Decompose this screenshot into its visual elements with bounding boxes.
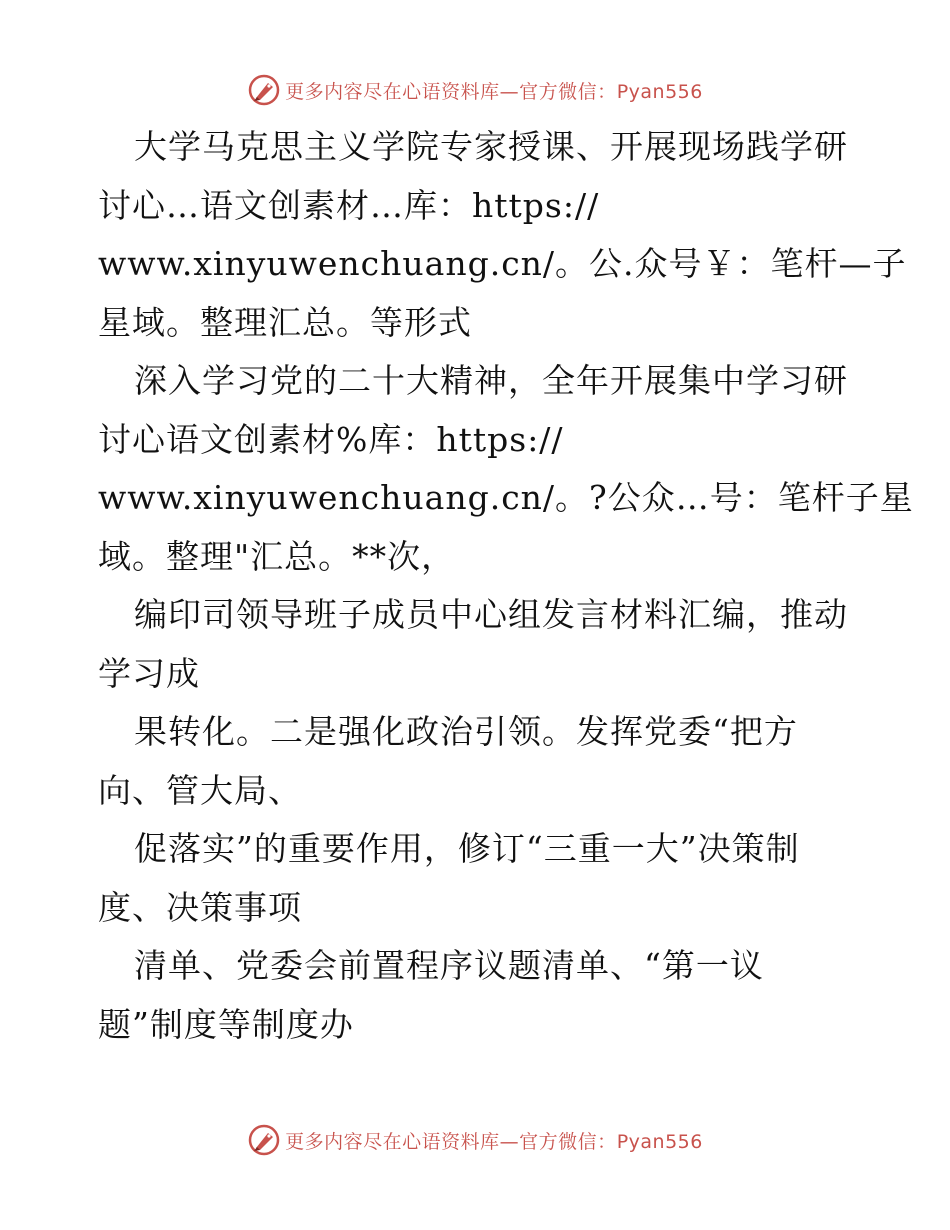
text-line-1: 大学马克思主义学院专家授课、开展现场践学研 <box>134 127 848 166</box>
footer-watermark <box>0 1120 950 1160</box>
text-line-6: 讨心语文创素材%库：https:// <box>98 419 564 459</box>
text-line-10: 学习成 <box>98 653 200 693</box>
text-line-12: 向、管大局、 <box>98 770 302 810</box>
text-line-7: www.xinyuwenchuang.cn/。?公众…号：笔杆子星 <box>98 478 914 517</box>
text-line-9: 编印司领导班子成员中心组发言材料汇编，推动 <box>134 595 848 634</box>
text-line-3: www.xinyuwenchuang.cn/。公.众号￥：笔杆—子 <box>98 244 907 283</box>
pen-nib-logo-icon <box>247 73 281 107</box>
text-line-13: 促落实”的重要作用，修订“三重一大”决策制 <box>134 829 800 868</box>
watermark-text: 更多内容尽在心语资料库—官方微信：Pyan556 <box>285 1130 703 1153</box>
watermark-text: 更多内容尽在心语资料库—官方微信：Pyan556 <box>285 80 703 103</box>
text-line-11: 果转化。二是强化政治引领。发挥党委“把方 <box>134 712 798 751</box>
text-line-16: 题”制度等制度办 <box>98 1004 354 1044</box>
text-line-14: 度、决策事项 <box>98 887 302 927</box>
text-line-5: 深入学习党的二十大精神，全年开展集中学习研 <box>134 361 848 400</box>
text-line-8: 域。整理"汇总。**次， <box>98 536 456 576</box>
text-line-2: 讨心…语文创素材…库：https:// <box>98 185 600 225</box>
pen-nib-logo-icon <box>247 1123 281 1157</box>
text-line-4: 星域。整理汇总。等形式 <box>98 302 472 342</box>
header-watermark <box>0 70 950 110</box>
text-line-15: 清单、党委会前置程序议题清单、“第一议 <box>134 946 764 985</box>
document-body <box>98 118 914 1054</box>
